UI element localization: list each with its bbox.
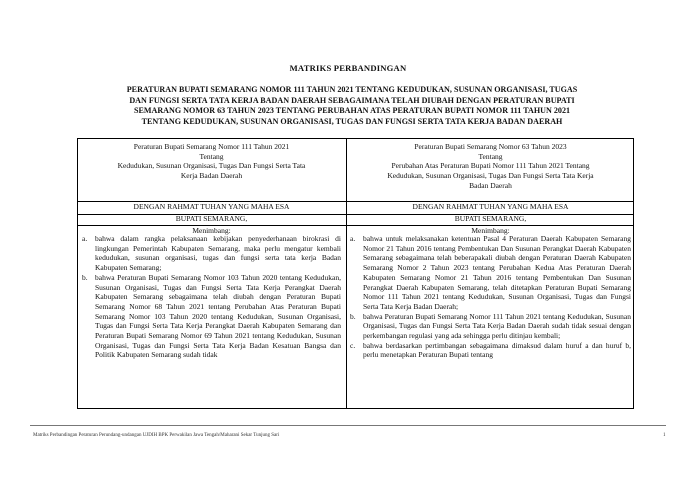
footer-divider — [30, 425, 666, 426]
header-line: Badan Daerah — [469, 180, 512, 190]
header-line: Tentang — [478, 151, 503, 161]
list-item — [82, 234, 341, 273]
left-considering-list — [82, 234, 341, 360]
right-column-header — [350, 142, 631, 191]
page-number: 1 — [663, 433, 666, 438]
right-preamble: DENGAN RAHMAT TUHAN YANG MAHA ESA — [412, 202, 569, 211]
document-subtitle — [78, 85, 626, 127]
left-considering-label: Menimbang: — [192, 226, 231, 235]
list-item — [350, 341, 631, 360]
right-authority: BUPATI SEMARANG, — [454, 214, 527, 223]
item-text: bahwa Peraturan Bupati Semarang Nomor 103 Tahun 2020 tentang Kedudukan, Susunan Organisasi, Tugas dan Fungsi Serta Tata Kerja Perangkat Daerah Kabupaten Semarang sebagaimana telah diubah dengan Peraturan Bupati Semarang Nomor 68 Tahun 2021 tentang Perubahan Atas Peraturan Bupati Semarang Nomor 103 Tahun 2020 tentang Kedudukan, Susunan Organisasi, Tugas dan Fungsi Serta Tata Kerja Perangkat Daerah Kabupaten Semarang dan Peraturan Bupati Semarang Nomor 69 Tahun 2021 tentang Kedudukan, Susunan Organisasi, Tugas dan Fungsi Serta Tata Kerja Badan Kesatuan Bangsa dan Politik Kabupaten Semarang sudah tidak — [95, 272, 341, 360]
list-item — [350, 234, 631, 312]
item-text: bahwa dalam rangka pelaksanaan kebijakan penyederhanaan birokrasi di lingkungan Pemerintah Kabupaten Semarang, maka perlu mengatur kembali kedudukan, susunan organisasi, tugas dan fungsi serta tata kerja Badan Kabupaten Semarang; — [95, 234, 341, 273]
left-authority: BUPATI SEMARANG, — [175, 214, 248, 223]
item-marker: b. — [350, 311, 356, 321]
header-line: Kerja Badan Daerah — [180, 171, 243, 181]
item-marker: b. — [82, 272, 88, 282]
document-title: MATRIKS PERBANDINGAN — [289, 63, 407, 73]
item-marker: c. — [350, 340, 356, 350]
subtitle-line: TENTANG KEDUDUKAN, SUSUNAN ORGANISASI, TUGAS DAN FUNGSI SERTA TATA KERJA BADAN DAERAH — [141, 116, 563, 126]
left-preamble: DENGAN RAHMAT TUHAN YANG MAHA ESA — [133, 202, 290, 211]
column-divider — [346, 139, 347, 408]
right-considering-list — [350, 234, 631, 360]
item-marker: a. — [350, 234, 356, 243]
header-line: Tentang — [199, 151, 224, 161]
header-line: Kedudukan, Susunan Organisasi, Tugas Dan Fungsi Serta Tata — [117, 161, 306, 171]
subtitle-line: PERATURAN BUPATI SEMARANG NOMOR 111 TAHUN 2021 TENTANG KEDUDUKAN, SUSUNAN ORGANISASI, TUGAS — [126, 85, 578, 94]
header-line: Peraturan Bupati Semarang Nomor 63 Tahun 2023 — [414, 142, 567, 151]
item-marker: a. — [82, 234, 88, 243]
item-text: bahwa untuk melaksanakan ketentuan Pasal 4 Peraturan Daerah Kabupaten Semarang Nomor 21 Tahun 2016 tentang Pembentukan Dan Susunan Perangkat Daerah Kabupaten Semarang sebagaimana telah beberapakali diubah dengan Peraturan Daerah Kabupaten Semarang Nomor 2 Tahun 2023 tentang Perubahan Kedua Atas Peraturan Daerah Kabupaten Semarang Nomor 21 Tahun 2016 tentang Pembentukan Dan Susunan Perangkat Daerah Kabupaten Semarang, telah ditetapkan Peraturan Bupati Semarang Nomor 111 Tahun 2021 tentang Kedudukan, Susunan Organisasi, Tugas dan Fungsi Serta Tata Kerja Badan Daerah; — [363, 234, 631, 311]
subtitle-line: DAN FUNGSI SERTA TATA KERJA BADAN DAERAH SEBAGAIMANA TELAH DIUBAH DENGAN PERATURAN BUPATI — [129, 95, 575, 105]
comparison-table — [77, 138, 634, 409]
header-line: Peraturan Bupati Semarang Nomor 111 Tahun 2021 — [133, 142, 290, 151]
right-considering-label: Menimbang: — [471, 226, 510, 235]
item-text: bahwa berdasarkan pertimbangan sebagaimana dimaksud dalam huruf a dan huruf b, perlu menetapkan Peraturan Bupati tentang — [363, 340, 631, 360]
footer-text: Matriks Perbandingan Peraturan Perundang-undangan UJDIH BPK Perwakilan Jawa Tengah/Maharani Sekar Tunjung Sari — [33, 433, 280, 438]
list-item — [350, 312, 631, 341]
list-item — [82, 273, 341, 360]
item-text: bahwa Peraturan Bupati Semarang Nomor 111 Tahun 2021 tentang Kedudukan, Susunan Organisasi, Tugas dan Fungsi Serta Tata Kerja Badan Daerah sudah tidak sesuai dengan perkembangan regulasi yang ada sehingga perlu ditinjau kembali; — [363, 311, 631, 341]
header-line: Perubahan Atas Peraturan Bupati Nomor 111 Tahun 2021 Tentang — [391, 161, 590, 171]
left-column-header — [82, 142, 341, 181]
subtitle-line: SEMARANG NOMOR 63 TAHUN 2023 TENTANG PERUBAHAN ATAS PERATURAN BUPATI NOMOR 111 TAHUN 2021 — [133, 106, 571, 116]
header-line: Kedudukan, Susunan Organisasi, Tugas Dan Fungsi Serta Tata Kerja — [387, 171, 594, 181]
